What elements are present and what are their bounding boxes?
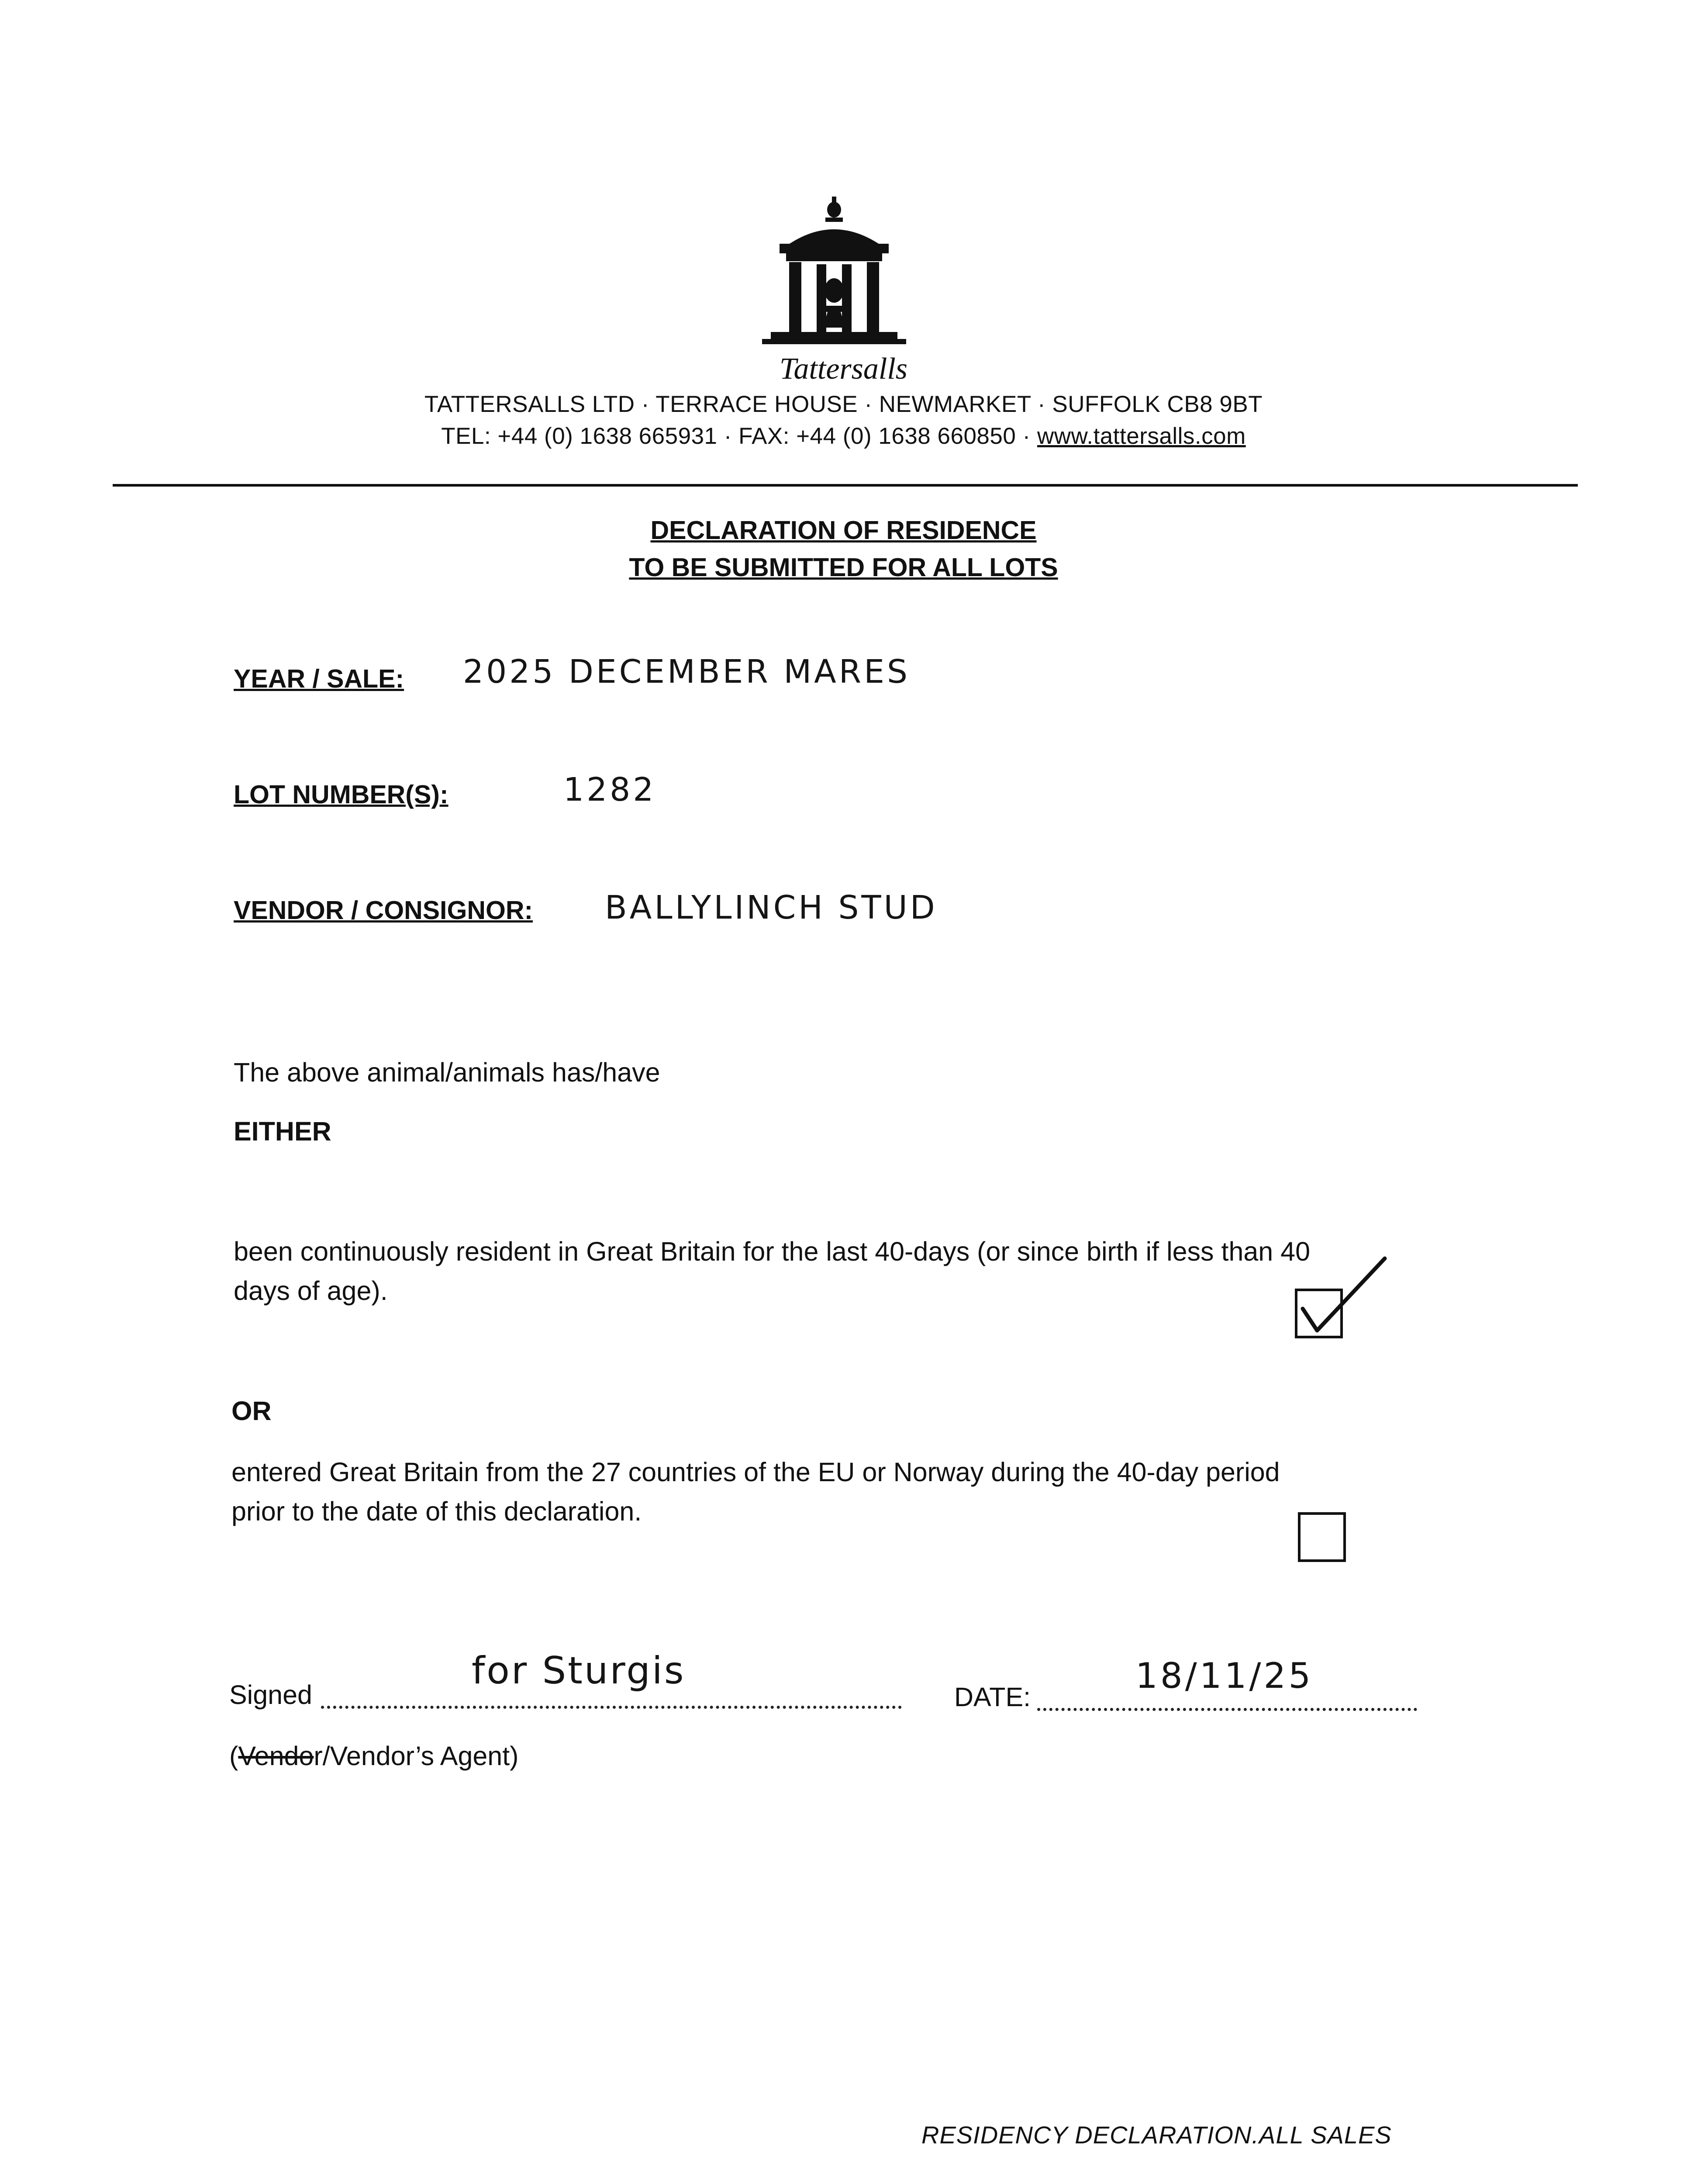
intro-text: The above animal/animals has/have [234, 1057, 660, 1087]
option2-text [231, 1452, 1463, 1531]
tattersalls-logo-icon [762, 197, 906, 354]
header-divider [113, 484, 1578, 487]
option1-line2: days of age). [234, 1276, 388, 1306]
role-open: ( [229, 1741, 238, 1771]
document-title: DECLARATION OF RESIDENCE [650, 516, 1037, 545]
year-sale-label: YEAR / SALE: [234, 664, 404, 693]
lot-numbers-label: LOT NUMBER(S): [234, 780, 448, 809]
option2-checkbox[interactable] [1298, 1512, 1346, 1562]
website-link[interactable]: www.tattersalls.com [1037, 423, 1246, 449]
signer-role [229, 1736, 518, 1776]
option1-line1: been continuously resident in Great Britain for the last 40-days (or since birth if less than 40 [234, 1237, 1311, 1266]
vendor-label: VENDOR / CONSIGNOR: [234, 896, 533, 925]
option1-checkbox[interactable] [1295, 1289, 1343, 1338]
footer-doc-name: RESIDENCY DECLARATION.ALL SALES [921, 2121, 1392, 2149]
option1-text [234, 1232, 1465, 1310]
date-value: 18/11/25 [1135, 1655, 1314, 1696]
vendor-value[interactable]: BALLYLINCH STUD [605, 889, 938, 926]
checkmark-icon [1293, 1254, 1394, 1320]
or-heading: OR [231, 1396, 272, 1426]
role-struck: Vendo [238, 1741, 314, 1771]
signature: for Sturgis [472, 1649, 686, 1693]
signed-label: Signed [229, 1680, 312, 1710]
option2-line2: prior to the date of this declaration. [231, 1496, 642, 1526]
document-subtitle: TO BE SUBMITTED FOR ALL LOTS [629, 553, 1058, 582]
lot-numbers-value[interactable]: 1282 [563, 771, 656, 809]
option2-line1: entered Great Britain from the 27 countries of the EU or Norway during the 40-day period [231, 1457, 1280, 1487]
role-rest: r/Vendor’s Agent) [314, 1741, 519, 1771]
contact-line [0, 423, 1687, 449]
company-address: TATTERSALLS LTD · TERRACE HOUSE · NEWMARKET · SUFFOLK CB8 9BT [424, 391, 1263, 417]
date-label: DATE: [954, 1682, 1031, 1712]
year-sale-value[interactable]: 2025 DECEMBER MARES [463, 653, 910, 691]
brand-name: Tattersalls [779, 352, 908, 386]
contact-phone-fax: TEL: +44 (0) 1638 665931 · FAX: +44 (0) 1638 660850 · [441, 423, 1037, 449]
either-heading: EITHER [234, 1116, 331, 1146]
